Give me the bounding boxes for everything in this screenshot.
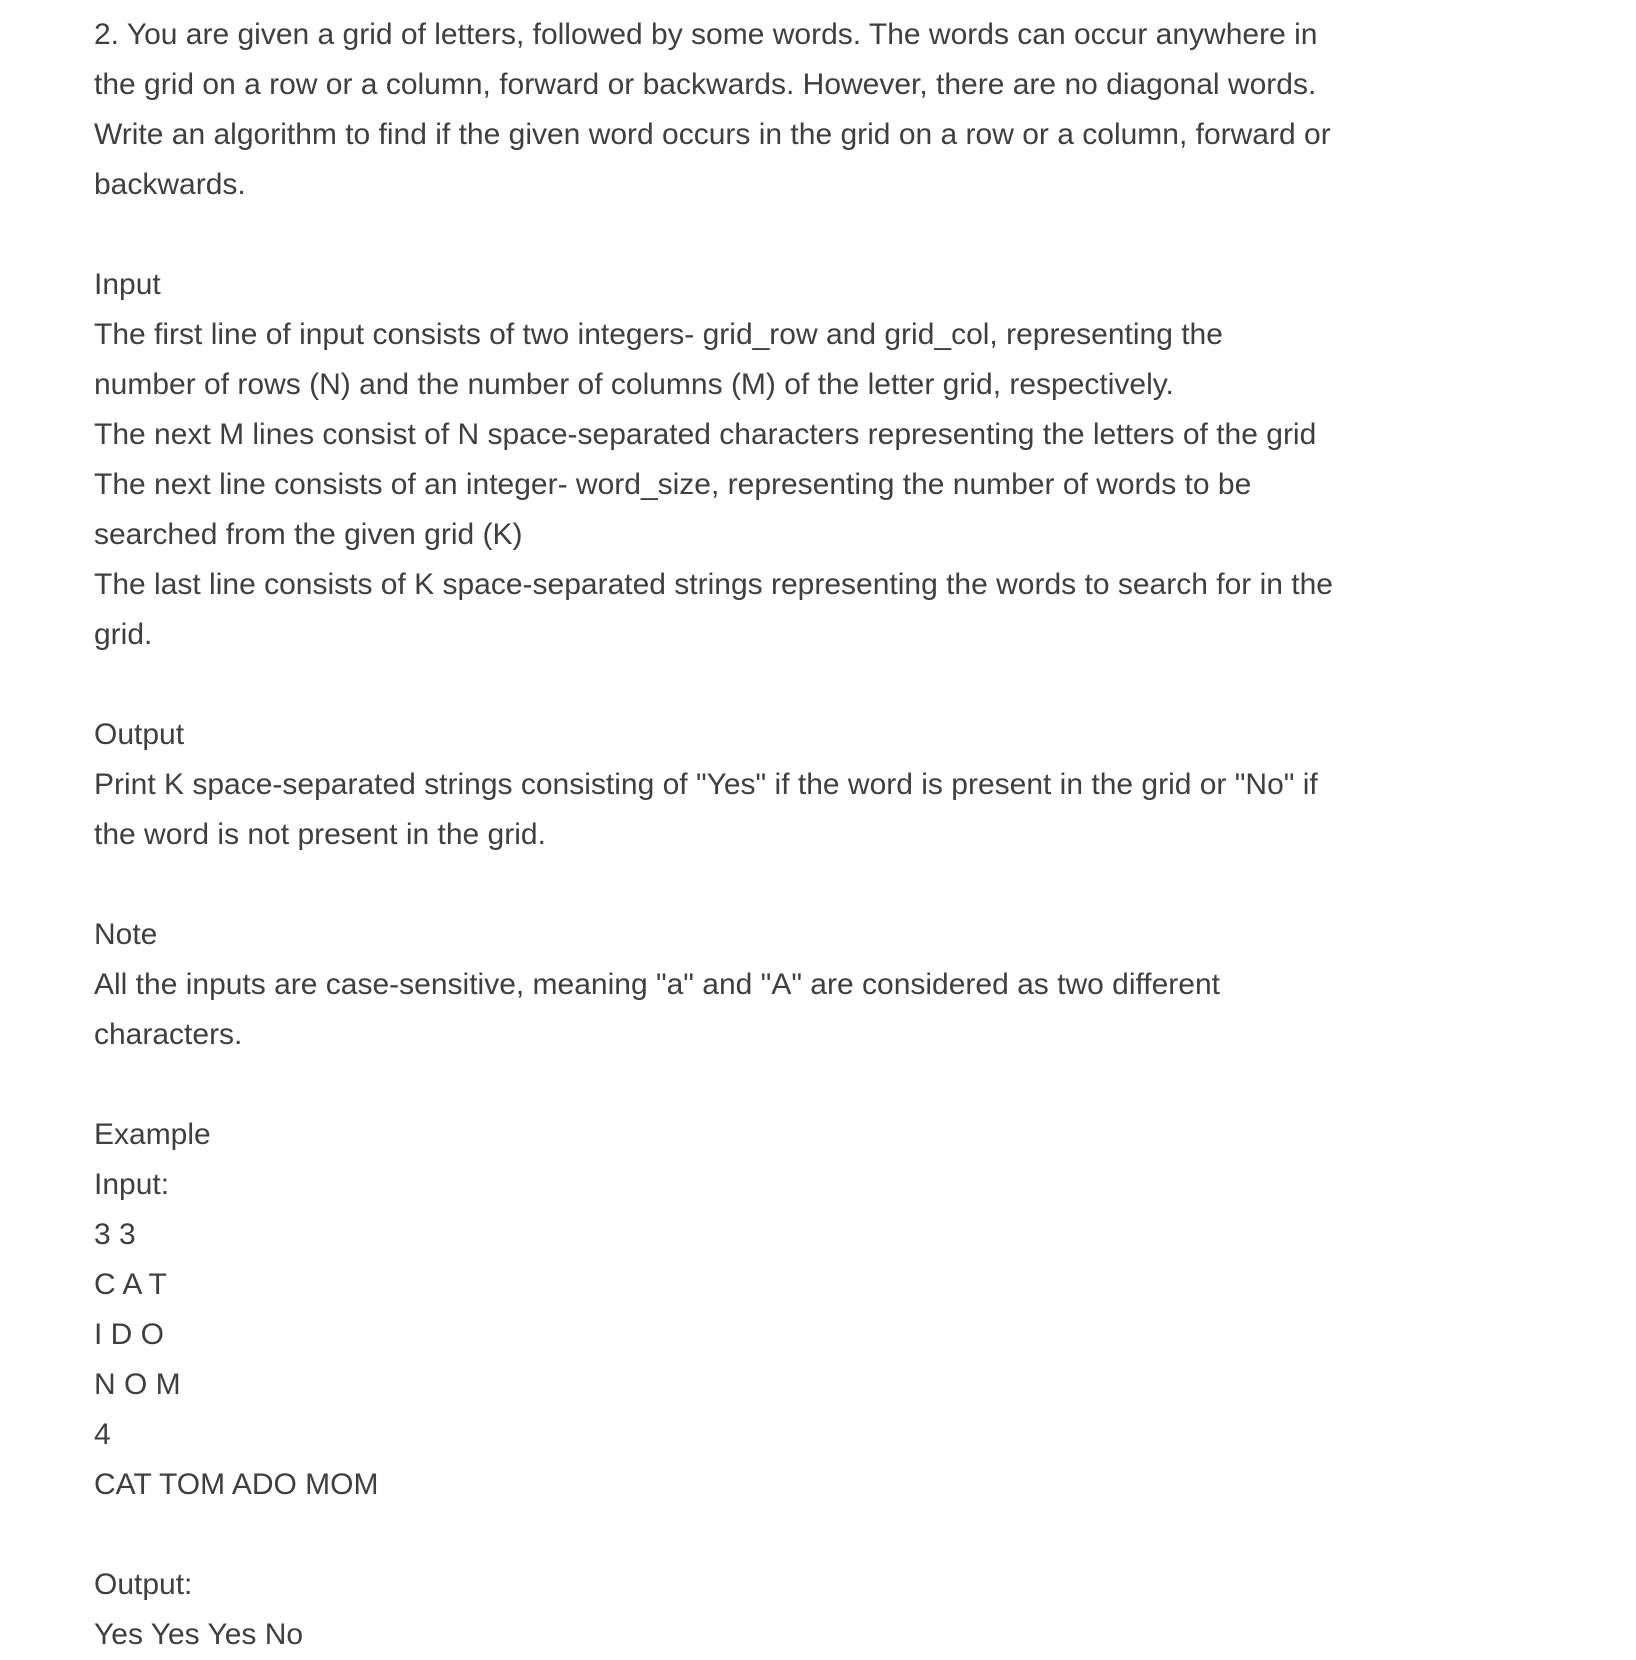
output-heading: Output: [94, 718, 185, 751]
statement-line: 2. You are given a grid of letters, followed by some words. The words can occur anywhere in: [94, 18, 1318, 51]
example-input-line: N O M: [94, 1368, 181, 1401]
output-description-line: Print K space-separated strings consisting of "Yes" if the word is present in the grid or "No" if: [94, 768, 1318, 801]
input-heading: Input: [94, 268, 161, 301]
output-section: [94, 710, 1424, 860]
note-section: [94, 910, 1424, 1060]
input-description-line: The last line consists of K space-separated strings representing the words to search for in the: [94, 568, 1333, 601]
input-section: [94, 260, 1424, 660]
note-line: All the inputs are case-sensitive, meaning "a" and "A" are considered as two different: [94, 968, 1220, 1001]
spacer: [94, 1060, 1424, 1110]
input-description-line: grid.: [94, 618, 153, 651]
example-output-label: Output:: [94, 1568, 193, 1601]
input-description-line: The next line consists of an integer- word_size, representing the number of words to be: [94, 468, 1252, 501]
example-input-line: I D O: [94, 1318, 165, 1351]
problem-statement: [94, 10, 1424, 210]
input-description-line: searched from the given grid (K): [94, 518, 523, 551]
example-section: [94, 1110, 1424, 1510]
spacer: [94, 860, 1424, 910]
spacer: [94, 210, 1424, 260]
input-description-line: number of rows (N) and the number of columns (M) of the letter grid, respectively.: [94, 368, 1174, 401]
statement-line: Write an algorithm to find if the given word occurs in the grid on a row or a column, forward or: [94, 118, 1331, 151]
example-input-line: C A T: [94, 1268, 167, 1301]
spacer: [94, 660, 1424, 710]
problem-document: [94, 10, 1424, 1660]
example-input-label: Input:: [94, 1168, 170, 1201]
input-description-line: The first line of input consists of two integers- grid_row and grid_col, representing the: [94, 318, 1223, 351]
example-output-value: Yes Yes Yes No: [94, 1618, 304, 1651]
output-description-line: the word is not present in the grid.: [94, 818, 546, 851]
spacer: [94, 1510, 1424, 1560]
example-heading: Example: [94, 1118, 211, 1151]
input-description-line: The next M lines consist of N space-separated characters representing the letters of the grid: [94, 418, 1317, 451]
example-input-line: CAT TOM ADO MOM: [94, 1468, 379, 1501]
statement-line: the grid on a row or a column, forward or backwards. However, there are no diagonal words.: [94, 68, 1317, 101]
example-input-line: 4: [94, 1418, 111, 1451]
example-output: [94, 1560, 1424, 1660]
note-line: characters.: [94, 1018, 243, 1051]
note-heading: Note: [94, 918, 158, 951]
statement-line: backwards.: [94, 168, 246, 201]
example-input-line: 3 3: [94, 1218, 136, 1251]
